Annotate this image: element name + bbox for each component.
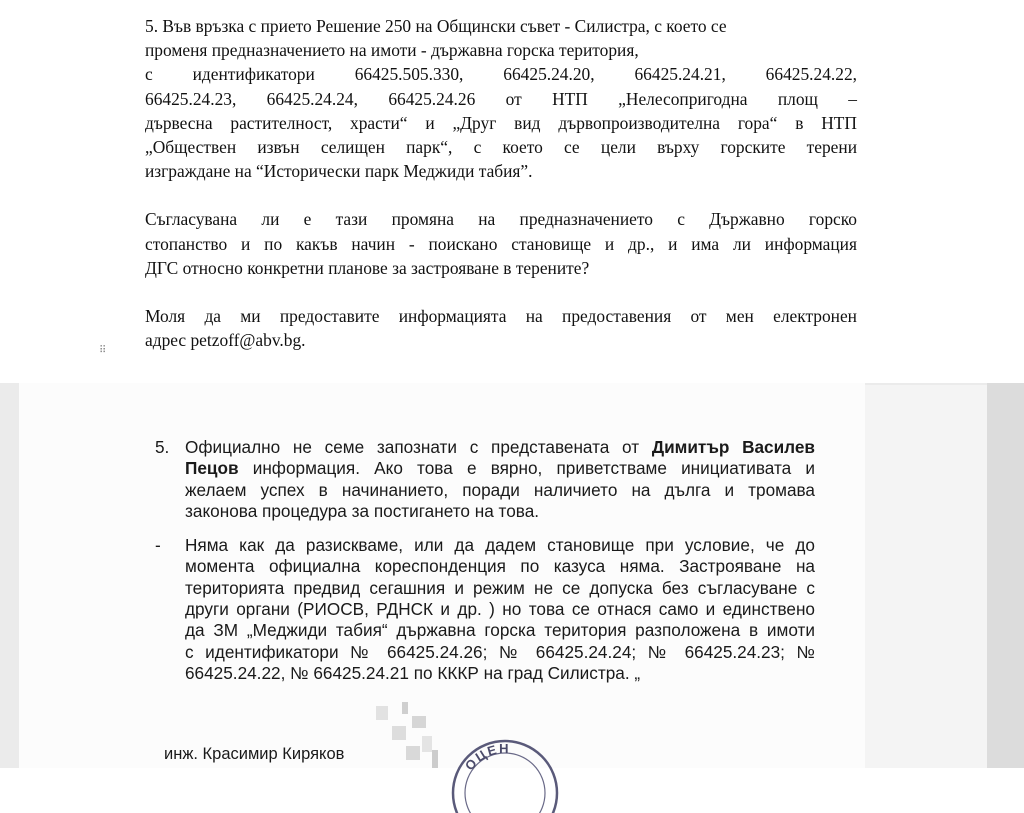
signer-name: инж. Красимир Киряков: [164, 745, 345, 763]
reply-item-dash: [155, 535, 815, 684]
text-line: дървесна растителност, храсти“ и „Друг вид дървопроизводителна гора“ в НТП: [145, 112, 857, 133]
drag-handle-icon[interactable]: ⠿: [99, 345, 106, 356]
text-line: с идентификатори № 66425.24.26; № 66425.24.24; № 66425.24.23; №: [185, 641, 815, 662]
text-line: Съгласувана ли е тази промяна на предназначението с Държавно горско: [145, 209, 857, 230]
text-line: променя предназначението на имоти - държавна горска територия,: [145, 40, 639, 61]
stamp-text: ОЦЕН: [461, 740, 511, 774]
request-paragraph-1: [145, 14, 857, 183]
request-text: [145, 14, 857, 352]
text-line: адрес petzoff@abv.bg.: [145, 330, 306, 351]
text-line: Моля да ми предоставите информацията на предоставения от мен електронен: [145, 306, 857, 327]
reply-text: [155, 437, 815, 684]
text-line: [185, 458, 815, 479]
text-line: момента официална кореспонденция по казуса няма. Застрояване на: [185, 556, 815, 577]
reply-item-5: [155, 437, 815, 522]
page-edge-shadow: [987, 383, 1024, 768]
text-run: информация. Ако това е вярно, приветстваме инициативата и: [238, 458, 815, 479]
text-line: „Обществен извън селищен парк“, с което се цели върху горските терени: [145, 137, 857, 158]
request-paragraph-3: [145, 304, 857, 352]
text-line: изграждане на “Исторически парк Меджиди табия”.: [145, 161, 533, 182]
item-marker: -: [155, 535, 161, 556]
official-stamp: [445, 733, 565, 813]
person-name: Димитър Василев: [651, 437, 815, 457]
text-line: с идентификатори 66425.505.330, 66425.24.20, 66425.24.21, 66425.24.22,: [145, 64, 857, 85]
text-line: Няма как да разискваме, или да дадем становище при условие, че до: [185, 535, 815, 556]
text-line: ДГС относно конкретни планове за застрояване в терените?: [145, 257, 590, 278]
text-line: територията предвид сегашния и режим не се допуска без съгласуване с: [185, 577, 815, 598]
top-document-page: [0, 0, 1011, 383]
text-line: други органи (РИОСВ, РДНСК и др. ) но това се отнася само и единствено: [185, 599, 815, 620]
person-surname: Пецов: [185, 458, 239, 479]
text-line: 66425.24.22, № 66425.24.21 по КККР на град Силистра. „: [185, 662, 641, 683]
redacted-signature: [372, 702, 438, 768]
svg-text:ОЦЕН: [462, 741, 511, 773]
text-line: законова процедура за постигането на това.: [185, 500, 540, 521]
text-line: 66425.24.23, 66425.24.24, 66425.24.26 от НТП „Нелесопригодна площ –: [145, 88, 857, 109]
text-line: желаем успех в начинанието, поради наличието на дълга и тромава: [185, 479, 815, 500]
item-marker: 5.: [155, 437, 170, 457]
text-line: да ЗМ „Меджиди табия“ държавна горска територия разположена в имоти: [185, 620, 815, 641]
request-paragraph-2: [145, 207, 857, 280]
text-line: 5. Във връзка с прието Решение 250 на Общински съвет - Силистра, с което се: [145, 16, 727, 36]
text-line: [185, 437, 815, 458]
text-run: Официално не семе запознати с представената от: [185, 437, 652, 457]
text-line: стопанство и по какъв начин - поискано становище и др., и има ли информация: [145, 233, 857, 254]
